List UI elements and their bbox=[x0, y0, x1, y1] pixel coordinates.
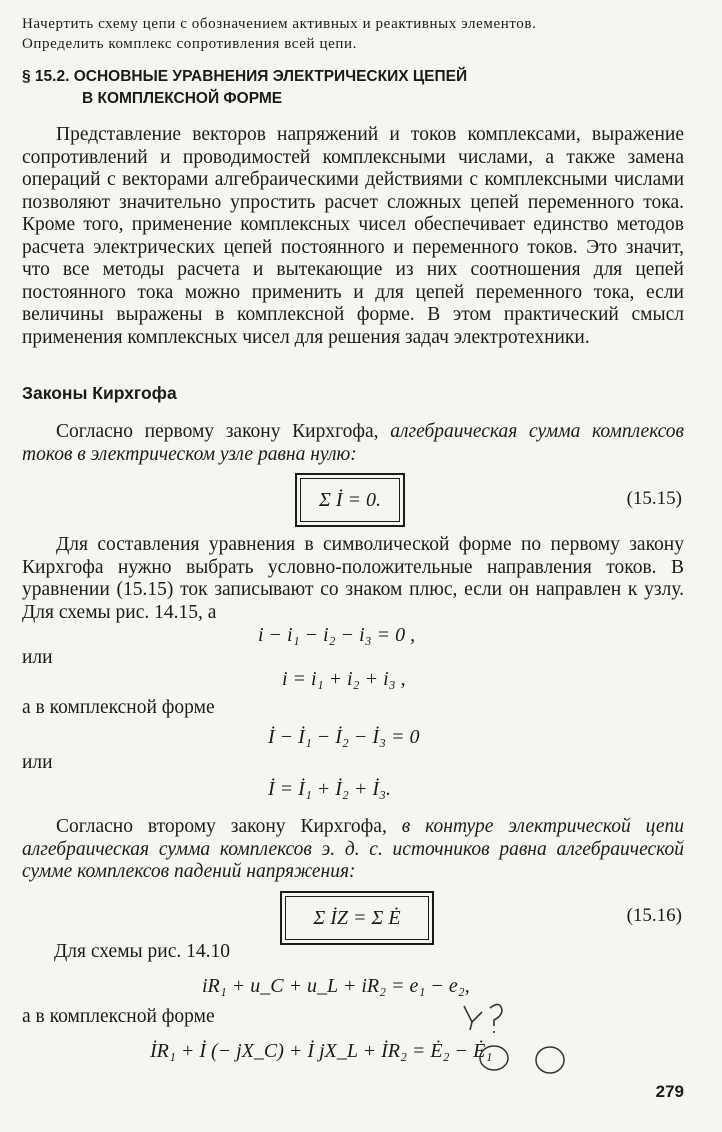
paragraph-second-law bbox=[22, 816, 684, 884]
section-heading bbox=[22, 66, 662, 110]
exercise-line-1: Начертить схему цепи с обозначением активных и реактивных элементов. bbox=[22, 16, 537, 32]
text-complex-form-2: а в комплексной форме bbox=[22, 1006, 215, 1027]
handwritten-arrow-mark bbox=[456, 1000, 516, 1040]
page-number: 279 bbox=[655, 1082, 684, 1101]
equation-complex-currents-zero: İ − İ₁ − İ₂ − İ₃ = 0 bbox=[268, 726, 420, 748]
equation-number-15-15: (15.15) bbox=[626, 488, 682, 509]
equation-box-15-15 bbox=[295, 473, 405, 527]
equation-instantaneous-voltages: iR₁ + u_C + u_L + iR₂ = e₁ − e₂, bbox=[202, 975, 470, 997]
paragraph-intro: Представление векторов напряжений и токов комплексами, выражение сопротивлений и проводимостей комплексными числами, а также замена операций с векторами алгебраическими действиями с комплексными числами позволяют значительно упростить расчет сложных цепей переменного тока. Кроме того, применение комплексных чисел обеспечивает единство методов расчета электрических цепей постоянного и переменного токов. Это значит, что все методы расчета и вытекающие из них соотношения для цепей постоянного тока можно применить и для цепей переменного тока, если величины выражены в комплексной форме. В этом практический смысл применения комплексных чисел для решения задач электротехники. bbox=[22, 124, 684, 348]
paragraph-first-law bbox=[22, 421, 684, 466]
text-complex-form-1: а в комплексной форме bbox=[22, 697, 215, 718]
section-title-line-2: В КОМПЛЕКСНОЙ ФОРМЕ bbox=[82, 90, 283, 107]
section-title-line-1: ОСНОВНЫЕ УРАВНЕНИЯ ЭЛЕКТРИЧЕСКИХ ЦЕПЕЙ bbox=[73, 68, 468, 85]
second-law-lead: Согласно второму закону Кирхгофа, bbox=[56, 816, 402, 837]
equation-complex-currents-equal: İ = İ₁ + İ₂ + İ₃. bbox=[268, 778, 391, 800]
first-law-lead: Согласно первому закону Кирхгофа, bbox=[56, 421, 391, 442]
equation-currents-equal: i = i₁ + i₂ + i₃ , bbox=[282, 668, 406, 690]
equation-box-15-16 bbox=[280, 891, 434, 945]
section-number: § 15.2. bbox=[22, 68, 70, 85]
text-for-circuit: Для схемы рис. 14.10 bbox=[54, 941, 230, 962]
equation-currents-sum-zero: i − i₁ − i₂ − i₃ = 0 , bbox=[258, 624, 416, 646]
word-or-1: или bbox=[22, 647, 53, 668]
equation-15-16: Σ İZ = Σ Ė bbox=[313, 906, 401, 929]
exercise-text bbox=[22, 14, 684, 54]
exercise-line-2: Определить комплекс сопротивления всей цепи. bbox=[22, 36, 357, 52]
handwritten-circle-marks bbox=[478, 1038, 570, 1080]
equation-number-15-16: (15.16) bbox=[626, 905, 682, 926]
equation-15-15: Σ İ = 0. bbox=[318, 488, 382, 511]
word-or-2: или bbox=[22, 752, 53, 773]
equation-complex-voltages: İR₁ + İ (− jX_C) + İ jX_L + İR₂ = Ė₂ − Ė₁ bbox=[150, 1040, 493, 1062]
second-law-statement: в контуре электрической цепи алгебраическая сумма комплексов э. д. с. источников равна алгебраической сумме комплексов падений напряжения: bbox=[22, 816, 685, 882]
subheading-kirchhoff: Законы Кирхгофа bbox=[22, 383, 177, 403]
first-law-statement: алгебраическая сумма комплексов токов в электрическом узле равна нулю: bbox=[22, 421, 684, 465]
paragraph-symbolic-form: Для составления уравнения в символической форме по первому закону Кирхгофа нужно выбрать условно-положительные направления токов. В уравнении (15.15) ток записывают со знаком плюс, если он направлен к узлу. Для схемы рис. 14.15, а bbox=[22, 534, 684, 623]
